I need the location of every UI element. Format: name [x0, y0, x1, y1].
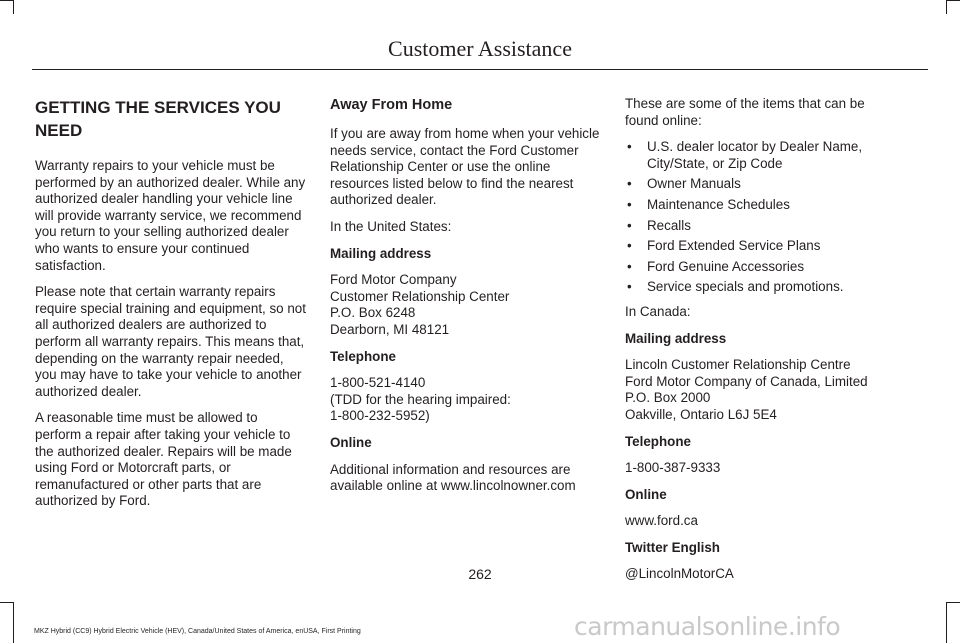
crop-mark — [13, 0, 14, 14]
list-item: • Ford Genuine Accessories — [627, 258, 805, 274]
column-away-from-home — [330, 96, 602, 505]
column-services — [35, 96, 307, 520]
us-telephone — [330, 375, 602, 425]
us-mailing-address — [330, 272, 602, 338]
us-address-line: Ford Motor Company — [330, 272, 457, 288]
online-items-list — [625, 139, 897, 296]
us-online-text: Additional information and resources are available online at www.lincolnowner.com — [330, 461, 576, 494]
bullet-icon: • — [627, 238, 632, 254]
canada-mailing-label: Mailing address — [625, 330, 727, 346]
canada-online-url: www.ford.ca — [625, 513, 698, 529]
bullet-icon: • — [627, 139, 632, 155]
canada-intro: In Canada: — [625, 303, 691, 319]
bullet-icon: • — [627, 258, 632, 274]
bullet-icon: • — [627, 176, 632, 192]
canada-online-label: Online — [625, 486, 667, 502]
crop-mark — [946, 0, 947, 14]
canada-address-line: P.O. Box 2000 — [625, 390, 711, 406]
us-address-line: Dearborn, MI 48121 — [330, 321, 450, 337]
bullet-icon: • — [627, 196, 632, 212]
bullet-icon: • — [627, 217, 632, 233]
section-heading-line1: GETTING THE SERVICES YOU — [35, 98, 281, 117]
us-mailing-label: Mailing address — [330, 245, 432, 261]
us-phone-line: (TDD for the hearing impaired: — [330, 391, 511, 407]
twitter-handle: @LincolnMotorCA — [625, 566, 734, 582]
list-item: • Service specials and promotions. — [627, 279, 844, 295]
section-heading — [35, 96, 307, 142]
footer-text: MKZ Hybrid (CC9) Hybrid Electric Vehicle (HEV), Canada/United States of America, enUSA, First Printing — [34, 628, 361, 635]
twitter-label: Twitter English — [625, 539, 720, 555]
crop-mark — [946, 0, 960, 1]
list-item: • Recalls — [627, 217, 691, 233]
canada-address-line: Ford Motor Company of Canada, Limited — [625, 373, 868, 389]
paragraph-away-intro: If you are away from home when your vehicle needs service, contact the Ford Customer Relationship Center or use the online resources listed below to find the nearest authorized dealer. — [330, 126, 600, 208]
page-number: 262 — [468, 566, 492, 582]
canada-telephone: 1-800-387-9333 — [625, 460, 721, 476]
canada-address-line: Lincoln Customer Relationship Centre — [625, 357, 851, 373]
us-intro: In the United States: — [330, 218, 452, 234]
crop-mark — [0, 0, 14, 1]
crop-mark — [13, 602, 14, 643]
us-online-label: Online — [330, 434, 372, 450]
bullet-icon: • — [627, 279, 632, 295]
us-phone-line: 1-800-521-4140 — [330, 375, 426, 391]
list-item: • Ford Extended Service Plans — [627, 238, 821, 254]
canada-address-line: Oakville, Ontario L6J 5E4 — [625, 406, 777, 422]
paragraph-repair-time: A reasonable time must be allowed to perform a repair after taking your vehicle to the authorized dealer. Repairs will be made using Ford or Motorcraft parts, or remanufactured or other parts that are authorized by Ford. — [35, 410, 292, 509]
us-phone-line: 1-800-232-5952) — [330, 408, 430, 424]
us-telephone-label: Telephone — [330, 348, 396, 364]
crop-mark — [0, 602, 14, 603]
crop-mark — [946, 602, 947, 643]
us-address-line: P.O. Box 6248 — [330, 305, 416, 321]
canada-mailing-address — [625, 357, 897, 423]
page-header-title: Customer Assistance — [388, 36, 572, 61]
paragraph-warranty: Warranty repairs to your vehicle must be performed by an authorized dealer. While any authorized dealer handling your vehicle line will provide warranty service, we recommend you return to your selling authorized dealer who wants to ensure your continued satisfaction. — [35, 158, 306, 273]
watermark: carmanualsonline.info — [574, 612, 841, 641]
us-address-line: Customer Relationship Center — [330, 288, 510, 304]
canada-telephone-label: Telephone — [625, 433, 691, 449]
list-item: • U.S. dealer locator by Dealer Name, City/State, or Zip Code — [627, 139, 863, 171]
subheading-away-from-home: Away From Home — [330, 97, 453, 113]
online-items-intro: These are some of the items that can be found online: — [625, 96, 865, 128]
crop-mark — [946, 602, 960, 603]
section-heading-line2: NEED — [35, 121, 83, 140]
paragraph-special-training: Please note that certain warranty repairs require special training and equipment, so not all authorized dealers are authorized to perform all warranty repairs. This means that, depending on the warranty repair needed, you may have to take your vehicle to another authorized dealer. — [35, 284, 306, 399]
column-online-resources — [625, 96, 897, 593]
list-item: • Maintenance Schedules — [627, 196, 790, 212]
header-divider — [32, 69, 928, 70]
list-item: • Owner Manuals — [627, 176, 741, 192]
